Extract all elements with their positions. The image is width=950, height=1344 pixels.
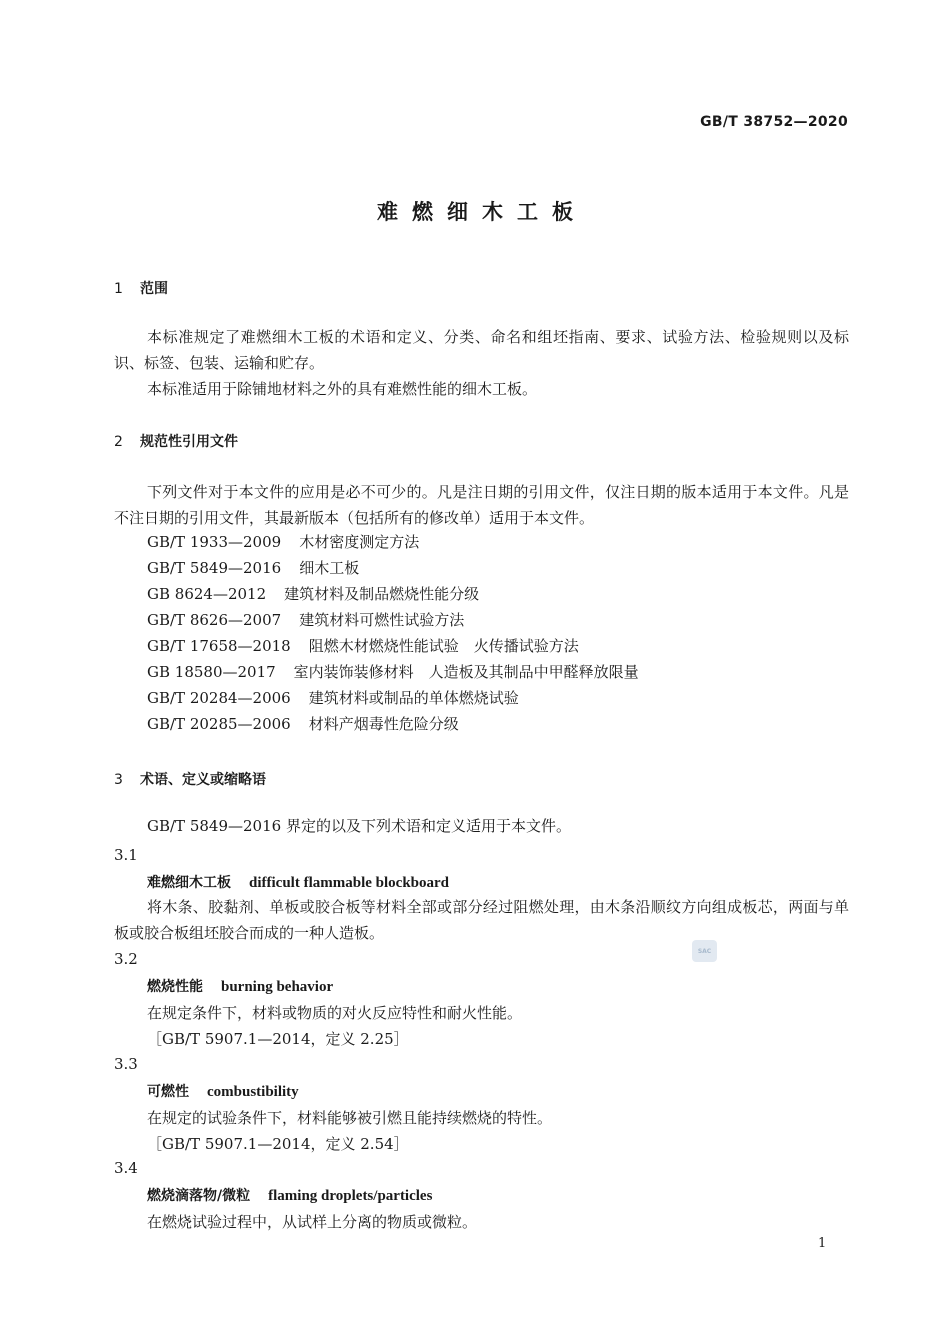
section-number: 3 xyxy=(114,772,123,788)
reference-code: GB/T 1933—2009 xyxy=(147,533,282,551)
reference-code: GB/T 8626—2007 xyxy=(147,611,282,629)
section-number: 1 xyxy=(114,281,123,297)
watermark-logo-icon: SAC xyxy=(692,940,717,962)
section-3-heading xyxy=(114,769,266,789)
section-title: 规范性引用文件 xyxy=(140,434,238,450)
reference-item xyxy=(147,713,459,734)
term-number: 3.4 xyxy=(114,1159,138,1177)
section-1-para-2: 本标准适用于除铺地材料之外的具有难燃性能的细木工板。 xyxy=(147,380,538,398)
term-source: ［GB/T 5907.1—2014，定义 2.25］ xyxy=(147,1030,409,1048)
section-2-heading xyxy=(114,431,238,451)
section-1-para-1: 本标准规定了难燃细木工板的术语和定义、分类、命名和组坯指南、要求、试验方法、检验规则以及标识、标签、包装、运输和贮存。 xyxy=(114,328,849,372)
reference-code: GB/T 20284—2006 xyxy=(147,689,291,707)
reference-code: GB/T 20285—2006 xyxy=(147,715,291,733)
reference-item xyxy=(147,531,419,552)
term-name xyxy=(147,872,449,892)
reference-code: GB 8624—2012 xyxy=(147,585,267,603)
term-en: burning behavior xyxy=(221,979,334,995)
reference-title: 木材密度测定方法 xyxy=(299,533,420,551)
reference-title: 阻燃木材燃烧性能试验 火传播试验方法 xyxy=(308,637,579,655)
term-en: difficult flammable blockboard xyxy=(249,875,450,891)
reference-title: 建筑材料及制品燃烧性能分级 xyxy=(284,585,480,603)
reference-code: GB/T 17658—2018 xyxy=(147,637,291,655)
section-number: 2 xyxy=(114,434,123,450)
reference-title: 细木工板 xyxy=(299,559,360,577)
reference-title: 材料产烟毒性危险分级 xyxy=(308,715,459,733)
term-en: flaming droplets/particles xyxy=(268,1188,433,1204)
reference-code: GB 18580—2017 xyxy=(147,663,276,681)
standard-code: GB/T 38752—2020 xyxy=(700,114,848,130)
reference-title: 室内装饰装修材料 人造板及其制品中甲醛释放限量 xyxy=(293,663,639,681)
page-number: 1 xyxy=(818,1236,827,1251)
reference-item xyxy=(147,661,639,682)
term-name xyxy=(147,1185,432,1205)
term-zh: 难燃细木工板 xyxy=(147,875,231,891)
term-definition: 在规定的试验条件下，材料能够被引燃且能持续燃烧的特性。 xyxy=(147,1109,553,1127)
term-en: combustibility xyxy=(207,1084,299,1100)
section-title: 术语、定义或缩略语 xyxy=(140,772,266,788)
reference-item xyxy=(147,635,579,656)
term-number: 3.1 xyxy=(114,846,138,864)
section-2-intro: 下列文件对于本文件的应用是必不可少的。凡是注日期的引用文件，仅注日期的版本适用于本文件。凡是不注日期的引用文件，其最新版本（包括所有的修改单）适用于本文件。 xyxy=(114,483,849,527)
term-definition: 将木条、胶黏剂、单板或胶合板等材料全部或部分经过阻燃处理，由木条沿顺纹方向组成板芯，两面与单板或胶合板组坯胶合而成的一种人造板。 xyxy=(114,898,849,942)
term-definition: 在燃烧试验过程中，从试样上分离的物质或微粒。 xyxy=(147,1213,478,1231)
term-number: 3.3 xyxy=(114,1055,138,1073)
reference-item xyxy=(147,687,519,708)
section-title: 范围 xyxy=(140,281,168,297)
reference-item xyxy=(147,557,359,578)
reference-item xyxy=(147,609,464,630)
reference-title: 建筑材料或制品的单体燃烧试验 xyxy=(308,689,519,707)
reference-title: 建筑材料可燃性试验方法 xyxy=(299,611,465,629)
term-zh: 可燃性 xyxy=(147,1084,189,1100)
document-title: 难燃细木工板 xyxy=(377,200,587,224)
section-1-heading xyxy=(114,278,168,298)
term-zh: 燃烧性能 xyxy=(147,979,203,995)
term-name xyxy=(147,976,333,996)
reference-code: GB/T 5849—2016 xyxy=(147,559,282,577)
term-source: ［GB/T 5907.1—2014，定义 2.54］ xyxy=(147,1135,409,1153)
term-number: 3.2 xyxy=(114,950,138,968)
term-definition: 在规定条件下，材料或物质的对火反应特性和耐火性能。 xyxy=(147,1004,523,1022)
reference-item xyxy=(147,583,479,604)
section-3-intro: GB/T 5849—2016 界定的以及下列术语和定义适用于本文件。 xyxy=(147,817,571,835)
term-zh: 燃烧滴落物/微粒 xyxy=(147,1188,251,1204)
term-name xyxy=(147,1081,299,1101)
